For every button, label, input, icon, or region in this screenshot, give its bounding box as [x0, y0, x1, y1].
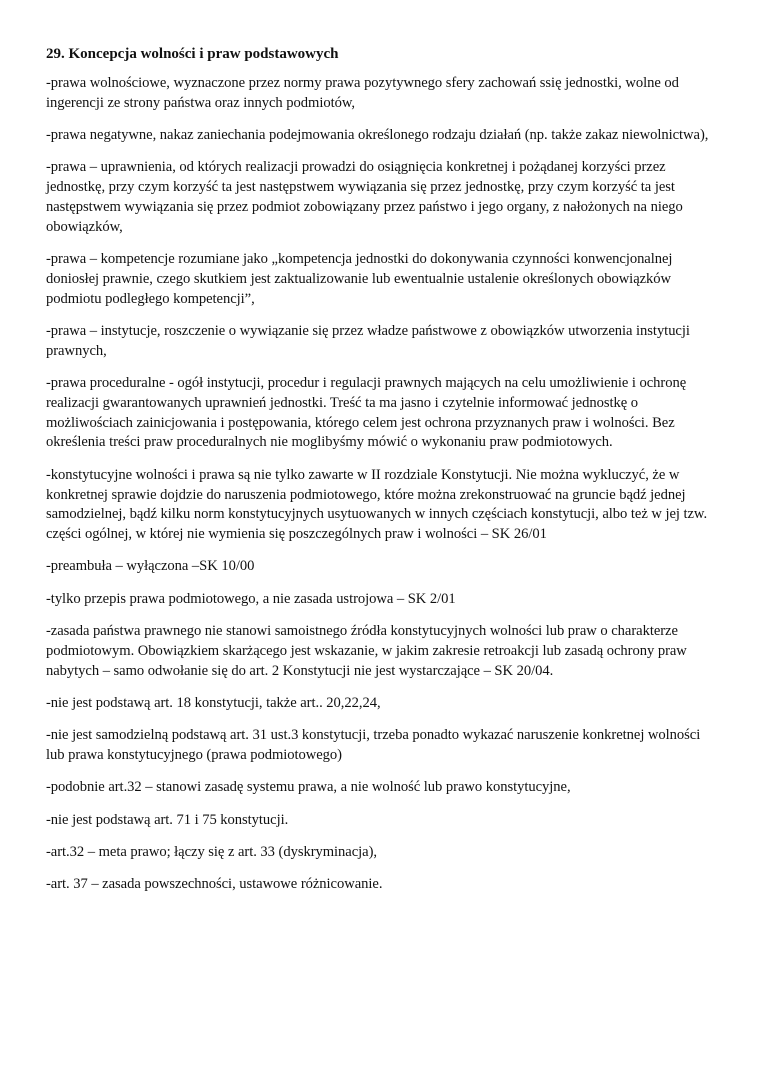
section-heading: 29. Koncepcja wolności i praw podstawowych	[46, 46, 339, 62]
paragraph-prawa-uprawnienia: -prawa – uprawnienia, od których realizacji prowadzi do osiągnięcia konkretnej i pożądanej korzyści przez jednostkę, przy czym korzyść ta jest następstwem wywiązania się przez jednostkę, przy czym korzyść ta jest następstwem wywiązania się przez podmiot zobowiązany przez państwo i jego organy, z nałożonych na niego obowiązków,	[46, 159, 683, 235]
paragraph-konstytucyjne-wolnosci: -konstytucyjne wolności i prawa są nie tylko zawarte w II rozdziale Konstytucji. Nie można wykluczyć, że w konkretnej sprawie dojdzie do naruszenia podmiotowego, które można zrekonstruować na gruncie bądź jednej samodzielnej, bądź kilku norm konstytucyjnych usytuowanych w innych częściach konstytucji, albo też w jej tzw. części ogólnej, w której nie wymienia się poszczególnych praw i wolności – SK 26/01	[46, 466, 708, 543]
paragraph-art-32-meta: -art.32 – meta prawo; łączy się z art. 33 (dyskryminacja),	[46, 843, 378, 860]
paragraph-prawa-proceduralne: -prawa proceduralne - ogół instytucji, procedur i regulacji prawnych mających na celu umożliwienie i ochronę realizacji gwarantowanych uprawnień jednostki. Treść ta ma jasno i czytelnie informować jednostkę o możliwościach zainicjowania i postępowania, którego celem jest ochrona przyznanych praw i wolności. Bez określenia treści praw proceduralnych nie moglibyśmy mówić o wykonaniu praw podmiotowych.	[46, 375, 687, 451]
paragraph-art-18: -nie jest podstawą art. 18 konstytucji, także art.. 20,22,24,	[46, 694, 381, 711]
paragraph-prawa-instytucje: -prawa – instytucje, roszczenie o wywiązanie się przez władze państwowe z obowiązków utworzenia instytucji prawnych,	[46, 322, 690, 359]
paragraph-przepis-prawa-podmiotowego: -tylko przepis prawa podmiotowego, a nie zasada ustrojowa – SK 2/01	[46, 590, 456, 607]
paragraph-art-37: -art. 37 – zasada powszechności, ustawowe różnicowanie.	[46, 876, 383, 893]
paragraph-zasada-panstwa-prawnego: -zasada państwa prawnego nie stanowi samoistnego źródła konstytucyjnych wolności lub praw o charakterze podmiotowym. Obowiązkiem skarżącego jest wskazanie, w jakim zakresie retroakcji lub zasadą ochrony praw nabytych – samo odwołanie się do art. 2 Konstytucji nie jest wystarczające – SK 20/04.	[46, 623, 687, 679]
paragraph-art-71-75: -nie jest podstawą art. 71 i 75 konstytucji.	[46, 811, 289, 828]
paragraph-prawa-wolnosciowe: -prawa wolnościowe, wyznaczone przez normy prawa pozytywnego sfery zachowań ssię jednostki, wolne od ingerencji ze strony państwa oraz innych podmiotów,	[46, 75, 679, 111]
paragraph-prawa-kompetencje: -prawa – kompetencje rozumiane jako „kompetencja jednostki do dokonywania czynności konwencjonalnej doniosłej prawnie, czego skutkiem jest zaktualizowanie lub ewentualnie ustalenie określonych obowiązków podmiotu podległego kompetencji”,	[46, 251, 673, 307]
paragraph-art-31: -nie jest samodzielną podstawą art. 31 ust.3 konstytucji, trzeba ponadto wykazać naruszenie konkretnej wolności lub prawa konstytucyjnego (prawa podmiotowego)	[46, 727, 701, 764]
paragraph-preambula: -preambuła – wyłączona –SK 10/00	[46, 558, 255, 575]
paragraph-art-32-zasada: -podobnie art.32 – stanowi zasadę systemu prawa, a nie wolność lub prawo konstytucyjne,	[46, 779, 571, 796]
document-page	[46, 44, 716, 908]
paragraph-prawa-negatywne: -prawa negatywne, nakaz zaniechania podejmowania określonego rodzaju działań (np. także zakaz niewolnictwa),	[46, 127, 709, 144]
